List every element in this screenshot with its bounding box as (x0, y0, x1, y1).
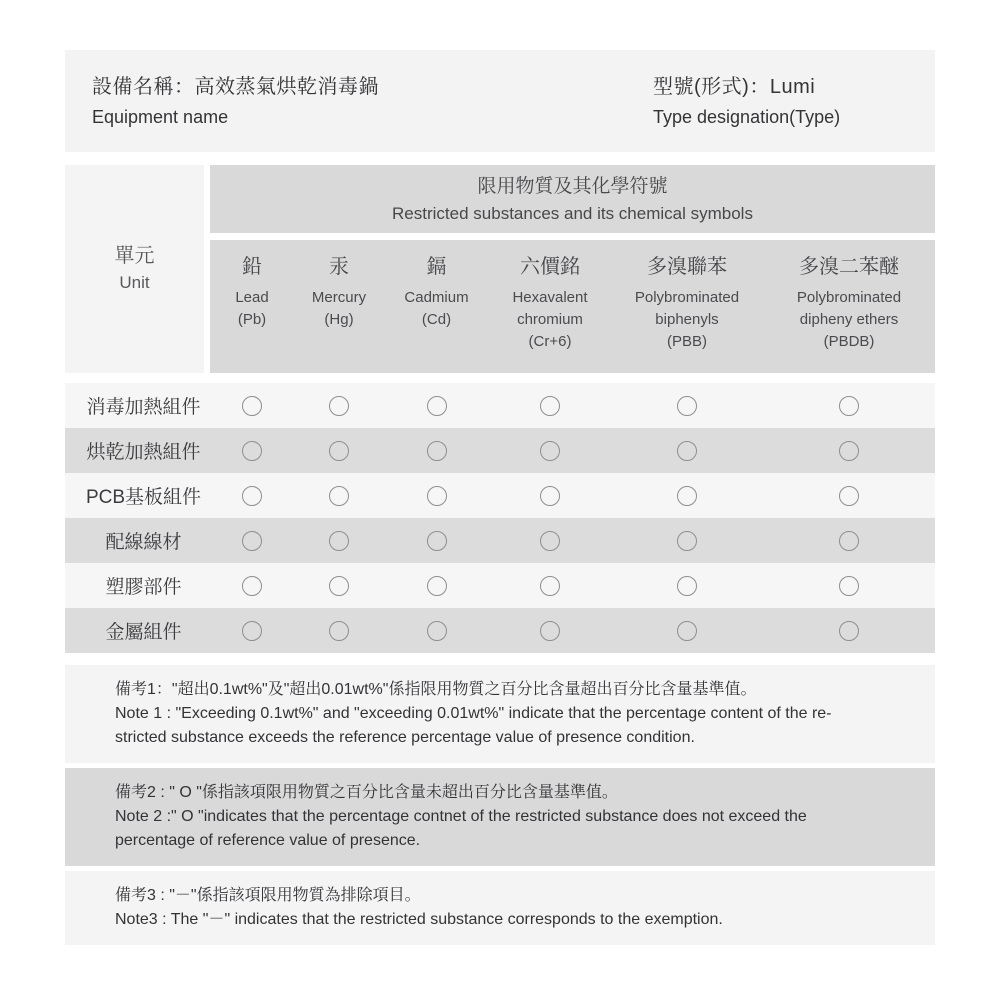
type-designation-en: Type designation(Type) (653, 107, 841, 127)
compliance-circle-icon (839, 396, 859, 416)
compliance-circle-icon (677, 441, 697, 461)
value-cell (294, 576, 384, 596)
compliance-circle-icon (242, 486, 262, 506)
substances-header (210, 165, 935, 373)
value-cell (384, 486, 489, 506)
value-cell (611, 396, 763, 416)
value-cell (763, 441, 935, 461)
table-row (65, 473, 935, 518)
value-cell (489, 396, 611, 416)
table-header (65, 165, 935, 373)
column-zh-label: 汞 (329, 256, 349, 278)
compliance-circle-icon (242, 576, 262, 596)
compliance-circle-icon (540, 621, 560, 641)
unit-header-cell (65, 165, 204, 373)
value-cell (384, 441, 489, 461)
compliance-circle-icon (839, 621, 859, 641)
compliance-circle-icon (427, 396, 447, 416)
note-2-en-line2: percentage of reference value of presence. (115, 832, 421, 849)
value-cell (294, 486, 384, 506)
note-1 (65, 665, 935, 763)
compliance-circle-icon (540, 531, 560, 551)
value-cell (294, 531, 384, 551)
substance-columns-cell (210, 240, 935, 373)
value-cell (384, 396, 489, 416)
value-cell (763, 486, 935, 506)
table-row (65, 608, 935, 653)
table-row (65, 428, 935, 473)
value-cell (384, 576, 489, 596)
column-header-cadmium (384, 252, 489, 353)
compliance-circle-icon (329, 441, 349, 461)
column-zh-label: 鉛 (242, 256, 262, 278)
value-cell (763, 621, 935, 641)
restricted-substances-title-en: Restricted substances and its chemical symbols (392, 203, 753, 223)
value-cell (489, 486, 611, 506)
compliance-circle-icon (329, 621, 349, 641)
row-label: 金屬組件 (105, 622, 182, 643)
note-3 (65, 871, 935, 945)
column-zh-label: 六價銘 (520, 256, 580, 278)
value-cell (210, 486, 294, 506)
column-symbol: (Hg) (324, 311, 354, 328)
value-cell (611, 441, 763, 461)
column-header-pbb (611, 252, 763, 353)
value-cell (763, 576, 935, 596)
column-en-line: Polybrominated (634, 289, 740, 306)
column-symbol: (PBDB) (823, 333, 875, 350)
note-1-zh: 備考1："超出0.1wt%"及"超出0.01wt%"係指限用物質之百分比含量超出百分比含量基準值。 (115, 681, 757, 698)
column-en-line: Lead (235, 289, 269, 306)
value-cell (489, 531, 611, 551)
column-en-line: Polybrominated (796, 289, 902, 306)
column-zh-label: 多溴二苯醚 (799, 256, 899, 278)
row-label: 消毒加熱組件 (86, 397, 201, 418)
compliance-circle-icon (427, 441, 447, 461)
value-cell (611, 531, 763, 551)
column-en-line: Hexavalent (512, 289, 588, 306)
compliance-circle-icon (427, 576, 447, 596)
note-1-en-line2: stricted substance exceeds the reference percentage value of presence condition. (115, 729, 695, 746)
rohs-declaration-document (65, 0, 935, 945)
equipment-name-en: Equipment name (92, 107, 229, 127)
value-cell (489, 576, 611, 596)
value-cell (489, 441, 611, 461)
column-en-line: biphenyls (655, 311, 719, 328)
value-cell (611, 621, 763, 641)
row-label: 烘乾加熱組件 (86, 442, 201, 463)
value-cell (763, 531, 935, 551)
column-en-line: dipheny ethers (799, 311, 899, 328)
compliance-circle-icon (839, 441, 859, 461)
compliance-circle-icon (242, 441, 262, 461)
column-en-line: Cadmium (404, 289, 469, 306)
table-row (65, 518, 935, 563)
value-cell (210, 621, 294, 641)
compliance-circle-icon (329, 531, 349, 551)
note-1-en-line1: Note 1 : "Exceeding 0.1wt%" and "exceeding 0.01wt%" indicate that the percentage content of the re- (115, 705, 832, 722)
table-row (65, 563, 935, 608)
column-header-mercury (294, 252, 384, 353)
row-label: 配線線材 (105, 532, 182, 553)
note-3-zh: 備考3 : "－"係指該項限用物質為排除項目。 (115, 887, 421, 904)
column-en-line: chromium (517, 311, 583, 328)
type-designation-block (653, 72, 915, 152)
note-2-zh: 備考2 : " O "係指該項限用物質之百分比含量未超出百分比含量基準值。 (115, 784, 618, 801)
compliance-circle-icon (329, 576, 349, 596)
compliance-circle-icon (677, 531, 697, 551)
compliance-circle-icon (540, 396, 560, 416)
row-label: 塑膠部件 (105, 577, 182, 598)
value-cell (210, 531, 294, 551)
column-zh-label: 多溴聯苯 (647, 256, 727, 278)
note-3-en-line1: Note3 : The "－" indicates that the restricted substance corresponds to the exemption. (115, 911, 723, 928)
value-cell (210, 441, 294, 461)
value-cell (294, 441, 384, 461)
value-cell (294, 396, 384, 416)
column-symbol: (Pb) (237, 311, 267, 328)
table-row (65, 383, 935, 428)
value-cell (210, 396, 294, 416)
restricted-substances-title-zh: 限用物質及其化學符號 (477, 175, 668, 197)
value-cell (611, 486, 763, 506)
value-cell (384, 531, 489, 551)
compliance-circle-icon (329, 396, 349, 416)
compliance-circle-icon (427, 531, 447, 551)
compliance-circle-icon (427, 621, 447, 641)
note-2 (65, 768, 935, 866)
column-header-hexavalent-chromium (489, 252, 611, 353)
equipment-name-zh: 設備名稱：高效蒸氣烘乾消毒鍋 (92, 76, 379, 98)
unit-label-en: Unit (119, 273, 150, 292)
compliance-circle-icon (677, 621, 697, 641)
value-cell (210, 576, 294, 596)
type-designation-zh: 型號(形式)：Lumi (653, 76, 816, 98)
compliance-circle-icon (677, 486, 697, 506)
value-cell (489, 621, 611, 641)
compliance-circle-icon (242, 621, 262, 641)
value-cell (294, 621, 384, 641)
equipment-header (65, 50, 935, 152)
column-en-line: Mercury (311, 289, 367, 306)
restricted-substances-title-cell (210, 165, 935, 233)
column-header-lead (210, 252, 294, 353)
compliance-circle-icon (839, 576, 859, 596)
compliance-circle-icon (540, 486, 560, 506)
column-zh-label: 鎘 (426, 256, 447, 278)
column-header-pbdb (763, 252, 935, 353)
compliance-circle-icon (427, 486, 447, 506)
compliance-circle-icon (242, 531, 262, 551)
unit-label-zh: 單元 (114, 245, 155, 267)
compliance-circle-icon (677, 396, 697, 416)
compliance-circle-icon (677, 576, 697, 596)
column-symbol: (Cd) (421, 311, 452, 328)
row-label: PCB基板組件 (85, 487, 202, 508)
value-cell (611, 576, 763, 596)
compliance-circle-icon (329, 486, 349, 506)
equipment-name-block (92, 72, 379, 152)
compliance-circle-icon (839, 486, 859, 506)
component-rows (65, 383, 935, 653)
column-symbol: (Cr+6) (528, 333, 572, 350)
compliance-circle-icon (540, 576, 560, 596)
compliance-circle-icon (242, 396, 262, 416)
value-cell (763, 396, 935, 416)
value-cell (384, 621, 489, 641)
note-2-en-line1: Note 2 :" O "indicates that the percentage contnet of the restricted substance does not exceed the (115, 808, 807, 825)
column-symbol: (PBB) (666, 333, 707, 350)
compliance-circle-icon (839, 531, 859, 551)
compliance-circle-icon (540, 441, 560, 461)
